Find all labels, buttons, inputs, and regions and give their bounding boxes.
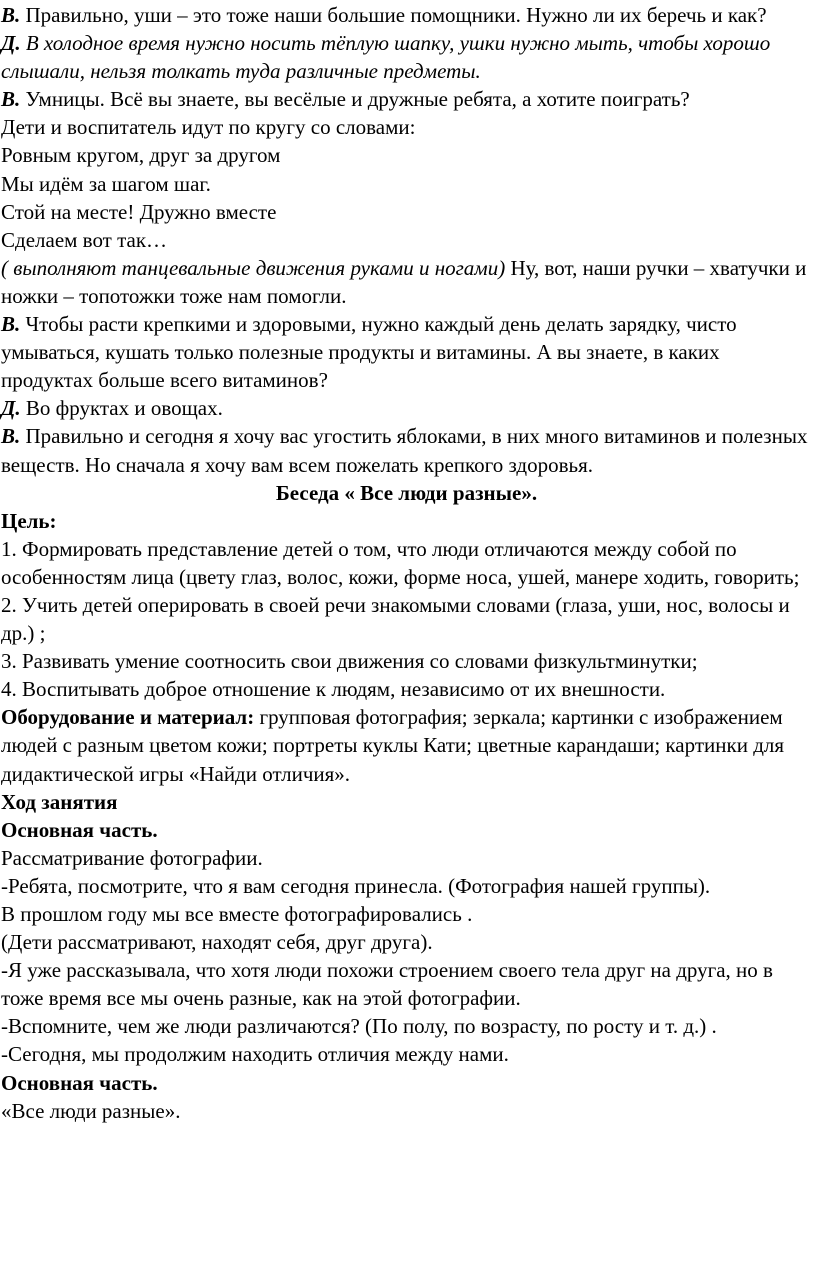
speaker-label: В. xyxy=(1,312,21,337)
paragraph-text: Правильно и сегодня я хочу вас угостить яблоками, в них много витаминов и полезных веществ. Но сначала я хочу вам всем пожелать крепкого здоровья. xyxy=(1,424,808,477)
goal-item: 1. Формировать представление детей о том, что люди отличаются между собой по особенностям лица (цвету глаз, волос, кожи, форме носа, ушей, манере ходить, говорить; xyxy=(1,536,800,589)
goal-label: Цель: xyxy=(1,508,57,533)
dialog-paragraph xyxy=(1,422,812,478)
poem-line: Стой на месте! Дружно вместе xyxy=(1,199,277,224)
main-part-heading: Основная часть. xyxy=(1,817,158,842)
poem-line: Ровным кругом, друг за другом xyxy=(1,143,281,168)
poem-line: Мы идём за шагом шаг. xyxy=(1,171,211,196)
body-paragraph: «Все люди разные». xyxy=(1,1098,181,1123)
paragraph: Дети и воспитатель идут по кругу со словами: xyxy=(1,115,416,140)
goal-item: 2. Учить детей оперировать в своей речи знакомыми словами (глаза, уши, нос, волосы и др.) ; xyxy=(1,592,790,646)
equipment-label: Оборудование и материал: xyxy=(1,705,255,730)
paragraph-text: Чтобы расти крепкими и здоровыми, нужно каждый день делать зарядку, чисто умываться, кушать только полезные продукты и витамины. А вы знаете, в каких продуктах больше всего витаминов? xyxy=(1,312,737,393)
dialog-paragraph xyxy=(1,29,812,85)
equipment-paragraph xyxy=(1,703,812,787)
speaker-label: В. xyxy=(1,87,21,112)
body-paragraph: -Сегодня, мы продолжим находить отличия между нами. xyxy=(1,1042,509,1067)
poem-line: Сделаем вот так… xyxy=(1,227,168,252)
paragraph-text: Правильно, уши – это тоже наши большие помощники. Нужно ли их беречь и как? xyxy=(20,3,767,27)
stage-direction: ( выполняют танцевальные движения руками и ногами) xyxy=(1,255,506,280)
body-paragraph: Рассматривание фотографии. xyxy=(1,845,263,870)
speaker-label: В. xyxy=(1,3,21,27)
speaker-label: Д. xyxy=(1,396,21,421)
paragraph-text: Умницы. Всё вы знаете, вы весёлые и дружные ребята, а хотите поиграть? xyxy=(20,87,690,112)
dialog-paragraph xyxy=(1,310,812,394)
body-paragraph: -Я уже рассказывала, что хотя люди похожи строением своего тела друг на друга, но в тоже время все мы очень разные, как на этой фотографии. xyxy=(1,958,773,1011)
goal-item: 3. Развивать умение соотносить свои движения со словами физкультминутки; xyxy=(1,649,698,674)
goal-item: 4. Воспитывать доброе отношение к людям, независимо от их внешности. xyxy=(1,677,666,702)
speaker-label: В. xyxy=(1,424,21,449)
speaker-label: Д. xyxy=(1,31,21,56)
paragraph xyxy=(1,254,812,310)
paragraph-text: В холодное время нужно носить тёплую шапку, ушки нужно мыть, чтобы хорошо слышали, нельзя толкать туда различные предметы. xyxy=(1,31,771,84)
paragraph-text: Ну, вот, наши ручки – хватучки и ножки – топотожки тоже нам помогли. xyxy=(1,255,807,308)
dialog-paragraph xyxy=(1,85,812,113)
dialog-paragraph xyxy=(1,1,812,29)
body-paragraph: (Дети рассматривают, находят себя, друг друга). xyxy=(1,930,433,955)
lesson-title: Ход занятия xyxy=(1,789,118,814)
equipment-text: групповая фотография; зеркала; картинки с изображением людей с разным цветом кожи; портреты куклы Кати; цветные карандаши; картинки для дидактической игры «Найди отличия». xyxy=(1,705,785,786)
section-heading: Беседа « Все люди разные». xyxy=(275,480,538,505)
dialog-paragraph xyxy=(1,394,812,422)
body-paragraph: В прошлом году мы все вместе фотографировались . xyxy=(1,902,473,926)
body-paragraph: -Вспомните, чем же люди различаются? (По полу, по возрасту, по росту и т. д.) . xyxy=(1,1014,717,1039)
paragraph-text: Во фруктах и овощах. xyxy=(20,396,223,421)
body-paragraph: -Ребята, посмотрите, что я вам сегодня принесла. (Фотография нашей группы). xyxy=(1,873,711,898)
main-part-heading: Основная часть. xyxy=(1,1070,158,1095)
